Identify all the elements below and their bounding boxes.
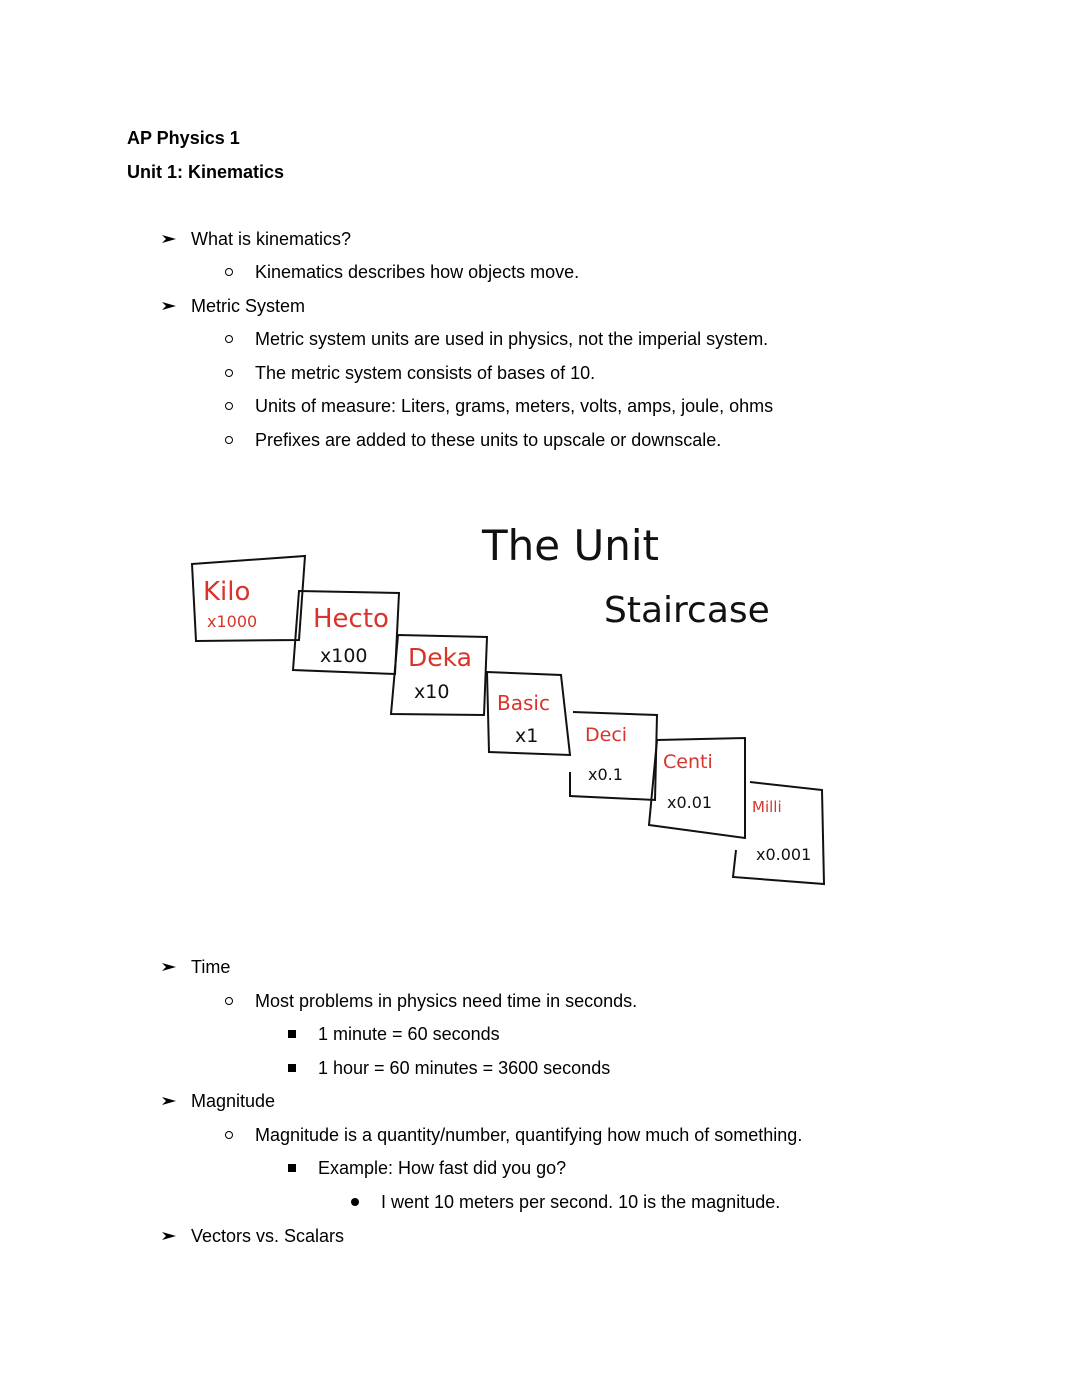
heading-magnitude: Magnitude — [191, 1091, 276, 1111]
arrow-bullet-icon — [161, 1090, 177, 1112]
arrow-bullet-icon — [161, 956, 177, 978]
arrow-bullet-icon — [161, 1225, 177, 1247]
step-factor: x0.1 — [588, 765, 623, 784]
step-factor: x1000 — [207, 612, 258, 631]
magnitude-subpoint: Example: How fast did you go? — [318, 1158, 567, 1178]
heading-time: Time — [191, 957, 231, 977]
step-factor: x10 — [414, 681, 450, 703]
step-prefix: Milli — [752, 798, 782, 816]
heading-kinematics: What is kinematics? — [191, 229, 352, 249]
metric-point: Prefixes are added to these units to upscale or downscale. — [255, 430, 722, 450]
step-prefix: Hecto — [313, 604, 389, 634]
time-subpoint: 1 minute = 60 seconds — [318, 1024, 500, 1044]
kinematics-point: Kinematics describes how objects move. — [255, 262, 580, 282]
step-deka — [391, 635, 487, 715]
step-deci — [570, 712, 657, 800]
heading-metric-system: Metric System — [191, 296, 306, 316]
square-bullet-icon — [288, 1064, 296, 1072]
time-point: Most problems in physics need time in seconds. — [255, 991, 638, 1011]
circle-bullet-icon — [225, 997, 233, 1005]
step-basic — [487, 672, 570, 755]
staircase-title-line2: Staircase — [604, 590, 770, 631]
magnitude-point: Magnitude is a quantity/number, quantifying how much of something. — [255, 1125, 803, 1145]
step-prefix: Deci — [585, 724, 628, 746]
step-prefix: Centi — [663, 751, 713, 773]
metric-point: Metric system units are used in physics, not the imperial system. — [255, 329, 769, 349]
step-factor: x1 — [515, 725, 539, 747]
step-hecto — [293, 591, 399, 674]
disc-bullet-icon — [351, 1198, 359, 1206]
step-prefix: Deka — [408, 643, 472, 672]
time-subpoint: 1 hour = 60 minutes = 3600 seconds — [318, 1058, 611, 1078]
magnitude-subsubpoint: I went 10 meters per second. 10 is the magnitude. — [381, 1192, 781, 1212]
step-kilo — [192, 556, 305, 641]
step-milli — [733, 782, 824, 884]
step-factor: x0.01 — [667, 793, 713, 812]
step-prefix: Kilo — [203, 577, 251, 607]
circle-bullet-icon — [225, 1131, 233, 1139]
heading-vectors-vs-scalars: Vectors vs. Scalars — [191, 1226, 345, 1246]
square-bullet-icon — [288, 1164, 296, 1172]
step-prefix: Basic — [497, 691, 550, 715]
unit-title: Unit 1: Kinematics — [127, 162, 285, 182]
square-bullet-icon — [288, 1030, 296, 1038]
metric-point: The metric system consists of bases of 10. — [255, 363, 596, 383]
step-centi — [649, 738, 745, 838]
step-factor: x0.001 — [756, 845, 812, 864]
step-factor: x100 — [320, 645, 368, 667]
staircase-title-line1: The Unit — [482, 521, 659, 570]
metric-point: Units of measure: Liters, grams, meters, volts, amps, joule, ohms — [255, 396, 774, 416]
document-title: AP Physics 1 — [127, 128, 240, 148]
